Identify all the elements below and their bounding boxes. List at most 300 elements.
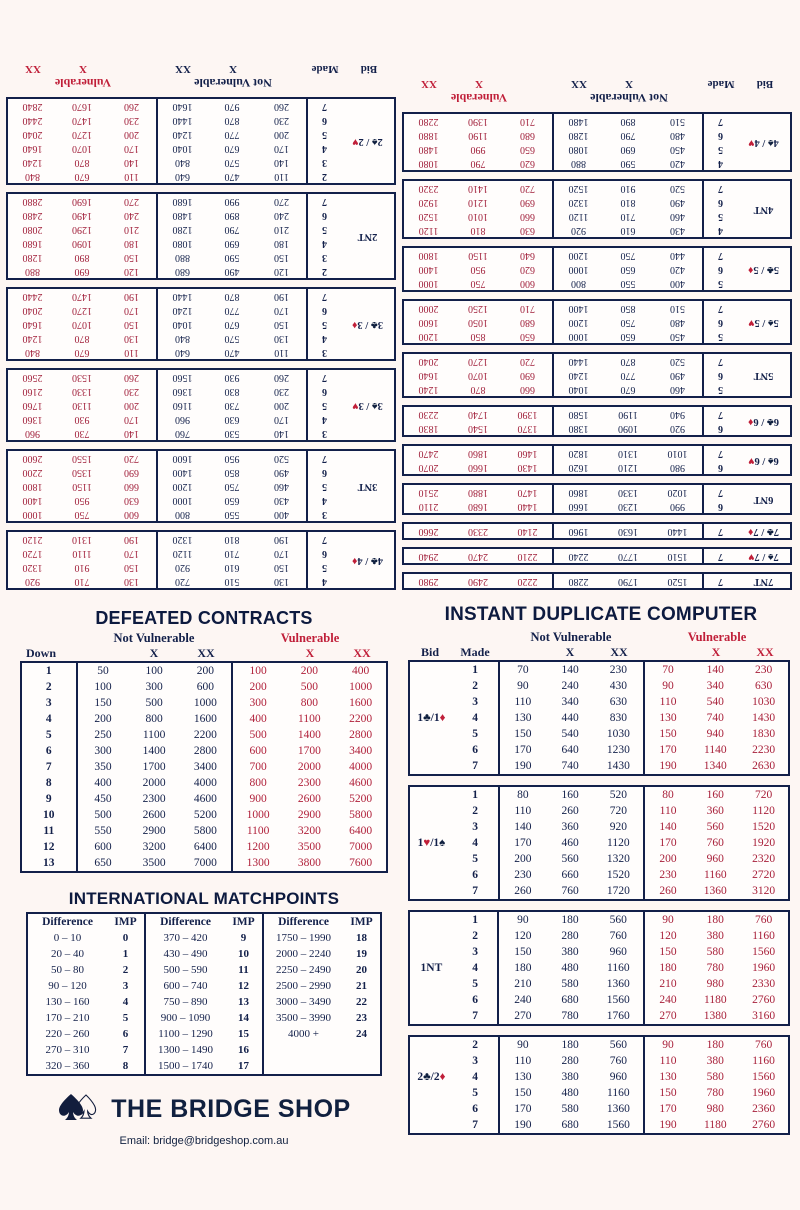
idc-made-value: 2 — [453, 1036, 499, 1053]
score-v-x: 690 — [74, 266, 90, 277]
defeated-v-plain: 300 — [249, 697, 267, 709]
imp-value: 19 — [356, 948, 367, 960]
idc-v-xx: 2760 — [752, 994, 776, 1006]
score-v-plain: 680 — [520, 317, 535, 328]
idc-v-xx: 1830 — [752, 728, 776, 740]
score-nv-xx: 720 — [157, 574, 207, 589]
score-nv-xx: 800 — [553, 276, 603, 291]
score-v-xx: 1240 — [22, 333, 43, 344]
score-v-plain: 630 — [520, 225, 535, 236]
table-row — [403, 315, 791, 329]
score-v-xx: 840 — [25, 171, 40, 182]
idc-v-plain: 90 — [662, 914, 674, 926]
idc-bid-label — [409, 819, 453, 835]
score-nv-x: 650 — [620, 331, 636, 342]
score-nv-plain: 440 — [670, 250, 685, 261]
imp-difference-value: 370 – 420 — [163, 932, 208, 944]
score-made-value: 6 — [703, 460, 737, 475]
table-row — [403, 445, 791, 460]
score-v-plain: 130 — [124, 333, 139, 344]
score-made-value: 5 — [307, 222, 341, 236]
imp-difference-value: 2500 – 2990 — [276, 980, 331, 992]
idc-v-x: 780 — [706, 962, 724, 974]
score-made-value: 4 — [703, 156, 737, 171]
score-made-value: 6 — [307, 208, 341, 222]
idc-x-header: X — [565, 645, 575, 659]
defeated-nv-plain: 150 — [94, 697, 112, 709]
score-nv-plain: 200 — [274, 400, 289, 411]
idc-nv-plain: 210 — [514, 978, 532, 990]
score-v-xx: 920 — [25, 576, 40, 587]
idc-nv-plain: 150 — [514, 728, 532, 740]
score-v-plain: 710 — [520, 116, 535, 127]
score-table — [6, 192, 396, 280]
idc-nv-plain: 90 — [517, 1039, 529, 1051]
defeated-xx-header-vul: XX — [353, 646, 371, 660]
imp-value: 24 — [356, 1028, 367, 1040]
table-row — [27, 930, 381, 946]
score-nv-x: 1230 — [618, 501, 638, 512]
idc-nv-xx: 520 — [594, 786, 644, 803]
score-made-value: 5 — [703, 382, 737, 397]
score-v-x: 1150 — [468, 250, 488, 261]
score-v-xx: 1640 — [418, 370, 439, 381]
defeated-v-xx: 1600 — [349, 697, 373, 709]
score-nv-xx: 960 — [157, 412, 207, 426]
score-nv-plain: 130 — [274, 576, 289, 587]
score-v-x: 2330 — [468, 526, 488, 537]
score-made-value: 7 — [703, 113, 737, 128]
idc-nv-x: 340 — [561, 696, 579, 708]
score-nv-xx: 2280 — [553, 573, 603, 589]
idc-v-plain: 110 — [659, 805, 677, 817]
defeated-nv-x: 2000 — [142, 777, 166, 789]
idc-v-x: 940 — [706, 728, 724, 740]
score-nv-x: 1630 — [618, 526, 638, 537]
score-made-value: 5 — [307, 127, 341, 141]
idc-xx-header-vul: XX — [756, 645, 774, 659]
score-nv-plain: 170 — [274, 414, 289, 425]
score-v-xx: 1400 — [418, 264, 439, 275]
score-nv-x: 810 — [224, 534, 240, 545]
score-made-value: 5 — [703, 329, 737, 344]
idc-nv-plain: 260 — [514, 885, 532, 897]
score-nv-plain: 190 — [274, 291, 289, 302]
score-made-value: 5 — [307, 479, 341, 493]
defeated-xx-header: XX — [197, 646, 215, 660]
idc-v-plain: 170 — [659, 1103, 677, 1115]
imp-value: 13 — [225, 994, 263, 1010]
idc-nv-xx: 1560 — [594, 992, 644, 1008]
score-nv-x: 1210 — [618, 462, 638, 473]
score-nv-xx: 1120 — [157, 546, 207, 560]
imp-value: 3 — [107, 978, 145, 994]
idc-nv-x: 580 — [561, 1103, 579, 1115]
score-v-plain: 170 — [124, 305, 139, 316]
idc-v-x: 960 — [706, 853, 724, 865]
idc-nv-x: 680 — [561, 994, 579, 1006]
score-v-plain: 230 — [124, 115, 139, 126]
score-v-x: 1550 — [72, 453, 92, 464]
score-v-xx: 1600 — [418, 317, 439, 328]
score-v-xx: 1000 — [418, 278, 439, 289]
table-row — [403, 368, 791, 382]
score-nv-xx: 880 — [553, 156, 603, 171]
idc-nv-plain: 80 — [517, 789, 529, 801]
table-row — [409, 710, 789, 726]
table-row — [409, 928, 789, 944]
table-row — [7, 345, 395, 360]
idc-bid-label — [409, 928, 453, 944]
idc-made-value: 6 — [453, 742, 499, 758]
idc-nv-xx: 430 — [594, 678, 644, 694]
score-v-x: 730 — [74, 428, 90, 439]
table-row — [7, 384, 395, 398]
score-v-plain: 1430 — [517, 462, 538, 473]
right-panel — [408, 590, 794, 1144]
score-nv-xx: 1400 — [553, 300, 603, 315]
imp-title: INTERNATIONAL MATCHPOINTS — [68, 889, 340, 908]
score-v-xx: 2510 — [418, 487, 439, 498]
idc-v-plain: 140 — [659, 821, 677, 833]
table-row — [409, 678, 789, 694]
idc-v-xx: 2630 — [752, 760, 776, 772]
score-v-x: 2490 — [468, 576, 488, 587]
score-v-x: 1270 — [72, 305, 92, 316]
score-nv-xx: 1640 — [157, 98, 207, 113]
table-row — [7, 98, 395, 113]
table-row — [21, 727, 387, 743]
score-made-value: 7 — [307, 369, 341, 384]
imp-value — [343, 1042, 381, 1058]
idc-nv-x: 180 — [561, 914, 579, 926]
defeated-down-value: 11 — [21, 823, 77, 839]
defeated-v-plain: 1100 — [246, 825, 270, 837]
score-v-plain: 660 — [520, 384, 535, 395]
idc-made-value: 2 — [453, 678, 499, 694]
defeated-nv-x: 300 — [145, 681, 163, 693]
idc-made-value: 5 — [453, 851, 499, 867]
score-v-plain: 720 — [124, 453, 139, 464]
score-nv-x: 530 — [224, 428, 240, 439]
score-nv-xx: 1280 — [553, 128, 603, 142]
score-made-value: 6 — [703, 128, 737, 142]
score-made-value: 3 — [307, 507, 341, 522]
score-nv-plain: 260 — [274, 372, 289, 383]
score-v-plain: 150 — [124, 319, 139, 330]
score-nv-x: 630 — [224, 414, 240, 425]
defeated-nv-x: 500 — [145, 697, 163, 709]
idc-table — [408, 910, 790, 1026]
idc-v-plain: 150 — [659, 728, 677, 740]
score-nv-xx: 1240 — [157, 127, 207, 141]
imp-difference-value: 500 – 590 — [163, 964, 208, 976]
score-v-plain: 640 — [520, 250, 535, 261]
table-row — [403, 421, 791, 436]
score-v-xx: 1800 — [418, 250, 439, 261]
score-nv-xx: 800 — [157, 507, 207, 522]
score-bid-label: 2NT — [357, 231, 378, 242]
score-nv-x: 670 — [224, 143, 240, 154]
idc-nv-plain: 130 — [514, 712, 532, 724]
score-v-x: 850 — [470, 331, 486, 342]
imp-imp-header: IMP — [350, 916, 373, 928]
score-v-plain: 680 — [520, 130, 535, 141]
table-row — [403, 573, 791, 589]
score-v-x: 750 — [74, 509, 90, 520]
score-nv-x: 490 — [224, 266, 240, 277]
score-nv-plain: 450 — [670, 144, 685, 155]
score-v-x: 710 — [74, 576, 90, 587]
idc-nv-x: 660 — [561, 869, 579, 881]
score-v-x: 1470 — [72, 291, 92, 302]
score-v-plain: 140 — [124, 428, 139, 439]
score-nv-x: 590 — [224, 252, 240, 263]
table-row — [409, 1036, 789, 1053]
defeated-nv-xx: 2200 — [180, 727, 232, 743]
score-v-plain: 230 — [124, 386, 139, 397]
idc-made-value: 5 — [453, 976, 499, 992]
idc-nv-xx: 630 — [594, 694, 644, 710]
table-row — [21, 662, 387, 679]
shop-logo-row — [8, 1092, 400, 1127]
score-made-value: 7 — [703, 180, 737, 195]
score-made-value: 7 — [307, 288, 341, 303]
score-bid-label: 3♣ / 3♦ — [352, 319, 383, 330]
score-made-value: 7 — [307, 98, 341, 113]
idc-made-value: 4 — [453, 710, 499, 726]
score-nv-xx: 920 — [157, 560, 207, 574]
score-v-x: 1860 — [468, 448, 488, 459]
defeated-contracts-title: DEFEATED CONTRACTS — [95, 608, 313, 628]
table-row — [27, 962, 381, 978]
score-nv-x: 870 — [224, 291, 240, 302]
idc-x-header-vul: X — [711, 645, 721, 659]
score-nv-x: 1310 — [618, 448, 638, 459]
score-v-xx: 1830 — [418, 423, 439, 434]
score-v-plain: 660 — [520, 211, 535, 222]
table-row — [409, 661, 789, 678]
defeated-nv-xx: 4000 — [180, 775, 232, 791]
idc-v-plain: 90 — [662, 1039, 674, 1051]
table-row — [21, 807, 387, 823]
imp-difference-value: 750 – 890 — [163, 996, 208, 1008]
table-row — [403, 113, 791, 128]
defeated-v-x: 1700 — [297, 745, 321, 757]
defeated-nv-plain: 350 — [94, 761, 112, 773]
score-table — [402, 179, 792, 239]
table-row — [7, 450, 395, 465]
idc-made-value: 3 — [453, 694, 499, 710]
score-v-plain: 190 — [124, 534, 139, 545]
idc-v-x: 380 — [706, 1055, 724, 1067]
table-row — [7, 507, 395, 522]
idc-bid-label — [409, 992, 453, 1008]
defeated-down-header: Down — [26, 646, 57, 660]
score-nv-x: 670 — [224, 319, 240, 330]
score-nv-x: 830 — [224, 386, 240, 397]
table-row — [7, 398, 395, 412]
score-v-xx: 1720 — [22, 548, 43, 559]
table-row — [409, 992, 789, 1008]
defeated-nv-x: 3200 — [142, 841, 166, 853]
score-nv-plain: 120 — [274, 266, 289, 277]
spacer — [644, 645, 692, 660]
idc-made-value: 4 — [453, 1069, 499, 1085]
score-v-plain: 630 — [124, 495, 139, 506]
idc-v-xx: 1160 — [752, 1055, 775, 1067]
idc-nv-plain: 170 — [514, 744, 532, 756]
defeated-v-xx: 400 — [351, 665, 370, 677]
score-v-xx: 2560 — [22, 372, 43, 383]
score-nv-xx: 1860 — [553, 484, 603, 499]
imp-difference-value: 2250 – 2490 — [276, 964, 331, 976]
score-nv-x: 1770 — [618, 551, 638, 562]
score-bid-label: 5NT — [753, 370, 774, 381]
idc-nv-x: 540 — [561, 728, 579, 740]
score-x-header: X — [229, 63, 237, 75]
idc-made-value: 4 — [453, 960, 499, 976]
table-row — [403, 329, 791, 344]
imp-difference-value: 0 – 10 — [53, 932, 82, 944]
score-made-value: 7 — [703, 353, 737, 368]
defeated-v-x: 500 — [300, 681, 318, 693]
defeated-v-plain: 700 — [249, 761, 267, 773]
score-nv-xx: 840 — [157, 331, 207, 345]
idc-v-x: 580 — [706, 946, 724, 958]
score-nv-plain: 430 — [274, 495, 289, 506]
table-row — [7, 169, 395, 184]
score-v-x: 1250 — [468, 303, 488, 314]
idc-bid-label — [409, 678, 453, 694]
score-nv-xx: 1200 — [553, 247, 603, 262]
table-row — [409, 911, 789, 928]
score-nv-x: 1790 — [618, 576, 638, 587]
table-row — [7, 208, 395, 222]
score-made-value: 5 — [307, 560, 341, 574]
score-v-xx: 2230 — [418, 409, 439, 420]
table-row — [7, 141, 395, 155]
idc-nv-plain: 110 — [514, 805, 532, 817]
shop-email-line — [8, 1135, 400, 1147]
imp-value: 0 — [107, 930, 145, 946]
score-nv-xx: 1680 — [157, 193, 207, 208]
score-nv-x: 770 — [620, 370, 636, 381]
score-v-plain: 110 — [124, 171, 139, 182]
idc-nv-xx: 1230 — [594, 742, 644, 758]
score-v-x: 1680 — [468, 501, 488, 512]
idc-nv-x: 480 — [561, 962, 579, 974]
idc-made-value: 3 — [453, 819, 499, 835]
score-made-value: 6 — [703, 421, 737, 436]
idc-v-x: 380 — [706, 930, 724, 942]
score-v-xx: 2160 — [22, 386, 43, 397]
defeated-column-headers — [20, 646, 388, 661]
table-row — [403, 180, 791, 195]
idc-nv-x: 380 — [561, 1071, 579, 1083]
score-made-value: 6 — [703, 195, 737, 209]
score-v-x: 1410 — [468, 183, 488, 194]
table-row — [403, 195, 791, 209]
score-v-plain: 620 — [520, 264, 535, 275]
score-table-headers — [6, 63, 396, 90]
defeated-nv-x: 100 — [145, 665, 163, 677]
imp-difference-value — [263, 1042, 343, 1058]
idc-v-plain: 210 — [659, 978, 677, 990]
imp-value: 10 — [225, 946, 263, 962]
defeated-v-x: 3500 — [297, 841, 321, 853]
score-nv-xx: 1580 — [553, 406, 603, 421]
idc-v-plain: 170 — [659, 744, 677, 756]
email-address[interactable]: bridge@bridgeshop.com.au — [153, 1135, 289, 1147]
score-v-xx: 2110 — [418, 501, 439, 512]
score-nv-xx: 1280 — [157, 222, 207, 236]
defeated-down-value: 7 — [21, 759, 77, 775]
score-bid-label: 3NT — [357, 481, 378, 492]
defeated-nv-xx: 200 — [180, 662, 232, 679]
idc-v-xx: 630 — [754, 680, 773, 692]
score-nv-x: 890 — [224, 210, 240, 221]
score-nv-plain: 230 — [274, 386, 289, 397]
score-made-value: 5 — [703, 276, 737, 291]
score-made-value: 6 — [703, 262, 737, 276]
imp-value: 1 — [107, 946, 145, 962]
imp-difference-value: 600 – 740 — [163, 980, 208, 992]
score-table — [6, 287, 396, 361]
idc-nv-x: 760 — [561, 885, 579, 897]
score-nv-plain: 170 — [274, 143, 289, 154]
score-nv-x: 550 — [620, 278, 636, 289]
defeated-v-x: 2600 — [297, 793, 321, 805]
idc-bid-label — [409, 661, 453, 678]
imp-value: 20 — [356, 964, 367, 976]
table-row — [21, 775, 387, 791]
score-nv-plain: 490 — [274, 467, 289, 478]
imp-value: 22 — [356, 996, 367, 1008]
table-row — [409, 726, 789, 742]
idc-nv-x: 780 — [561, 1010, 579, 1022]
score-nv-x: 990 — [224, 196, 240, 207]
score-v-xx: 2440 — [22, 115, 43, 126]
score-made-value: 3 — [307, 426, 341, 441]
idc-group-headers — [408, 630, 794, 645]
score-v-xx: 2070 — [418, 462, 439, 473]
score-v-x: 1740 — [468, 409, 488, 420]
table-row — [403, 223, 791, 238]
score-v-x: 1150 — [72, 481, 92, 492]
table-row — [27, 946, 381, 962]
table-row — [403, 353, 791, 368]
idc-nv-xx: 1160 — [594, 960, 644, 976]
defeated-nv-x: 2300 — [142, 793, 166, 805]
idc-v-plain: 110 — [659, 696, 677, 708]
idc-nv-x: 740 — [561, 760, 579, 772]
score-nv-plain: 520 — [274, 453, 289, 464]
idc-v-x: 980 — [706, 978, 724, 990]
idc-bid-label: 2♣/2♦ — [417, 1071, 446, 1083]
defeated-v-x: 800 — [300, 697, 318, 709]
idc-nv-x: 140 — [561, 664, 579, 676]
table-row — [403, 142, 791, 156]
table-row — [403, 523, 791, 539]
idc-made-value: 7 — [453, 758, 499, 775]
table-row — [403, 548, 791, 564]
score-bid-label: 7NT — [753, 576, 774, 587]
score-v-xx: 1080 — [418, 158, 439, 169]
score-v-x: 1670 — [72, 101, 92, 112]
idc-table — [408, 785, 790, 901]
score-v-xx: 1520 — [418, 211, 439, 222]
